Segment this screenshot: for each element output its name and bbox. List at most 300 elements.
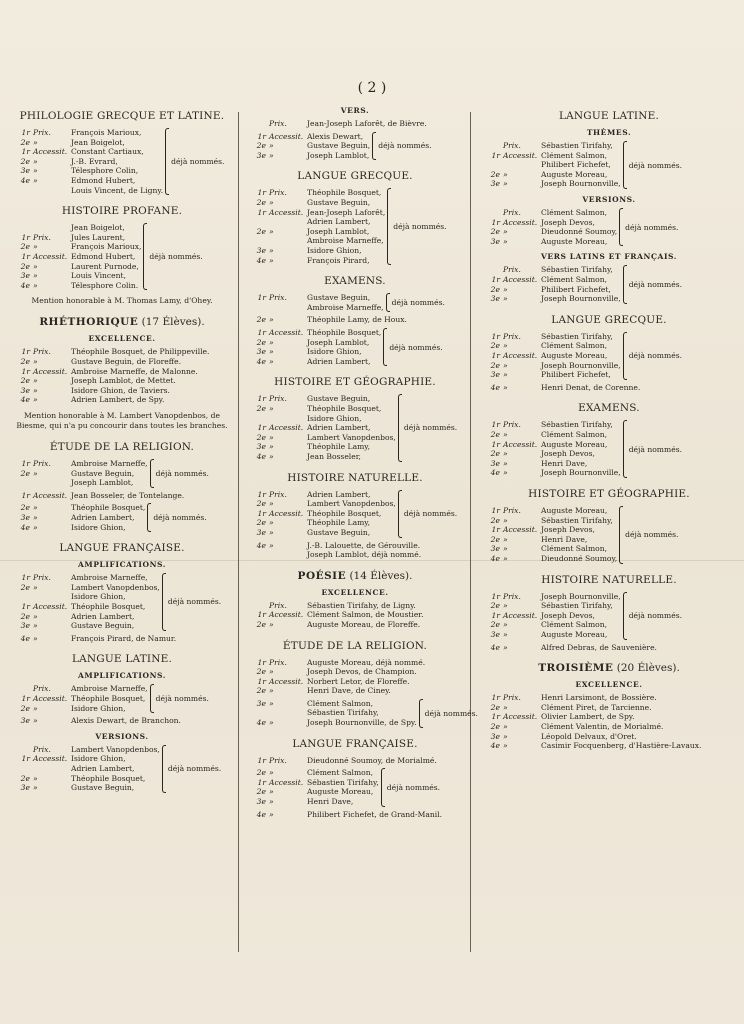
brace-note [150, 684, 209, 713]
student-name: Ambroise Marneffe, [307, 302, 384, 312]
award-rows [8, 128, 163, 195]
student-name: Henri Dave, de Ciney. [307, 686, 391, 696]
award-type: » [269, 150, 274, 160]
subsection-title: EXCELLENCE. [321, 587, 389, 597]
brace-mark [623, 265, 627, 303]
rank: 2e [20, 703, 30, 713]
student-name: Théophile Bosquet, [71, 693, 146, 703]
subsection-title: VERS. [340, 106, 370, 115]
award-row [478, 265, 621, 275]
award-type: » [269, 451, 274, 461]
student-name: Théophile Bosquet, de Philippeville. [71, 347, 210, 357]
rank: 1r [491, 217, 500, 227]
award-type: Accessit. [503, 274, 538, 284]
student-name: Norbert Letor, de Floreffe. [307, 676, 410, 686]
award-group [8, 684, 236, 713]
student-name: Sébastien Tirifahy, [541, 420, 613, 430]
already-named-label: déjà nommés. [628, 611, 683, 621]
award-row [244, 528, 396, 538]
award-row [244, 328, 381, 338]
rank: 1r [257, 676, 266, 686]
class-size: (17 Élèves). [141, 316, 205, 329]
award-row [244, 610, 424, 620]
rank: 4e [20, 633, 30, 643]
rank: 1r [21, 232, 30, 242]
honorable-mention: Mention honorable à M. Thomas Lamy, d'Ohey. [31, 296, 213, 306]
award-type: » [33, 261, 38, 271]
prize-section [478, 574, 740, 653]
award-row [244, 509, 396, 519]
brace-note [623, 420, 682, 478]
award-type: » [269, 356, 274, 366]
student-name: François Marioux, [71, 128, 142, 138]
award-type: » [33, 280, 38, 290]
rank: 1r [21, 490, 30, 500]
award-row [8, 138, 163, 148]
award-row [244, 198, 385, 208]
award-row [8, 376, 209, 386]
prize-section [478, 252, 740, 303]
award-rows [244, 119, 427, 129]
rank: 4e [256, 540, 266, 550]
already-named-label: déjà nommés. [378, 141, 432, 151]
award-type: » [269, 337, 274, 347]
rank: 1r [21, 601, 30, 611]
award-rows [244, 490, 396, 538]
award-type: » [269, 540, 274, 550]
award-row [244, 188, 385, 198]
student-name: Lambert Vanopdenbos, [71, 744, 160, 754]
rank: 2e [20, 156, 30, 166]
rank [8, 592, 33, 602]
award-row [244, 708, 417, 718]
award-type: Accessit. [503, 439, 538, 449]
award-rows [244, 328, 381, 366]
award-row [8, 716, 181, 726]
brace-note [383, 328, 442, 366]
student-name: Ambroise Marneffe, [307, 236, 384, 246]
award-type: » [33, 582, 38, 592]
award-type: » [503, 629, 508, 639]
student-name: Dieudonné Soumoy, [541, 227, 618, 237]
award-rows [8, 491, 184, 501]
award-type: » [503, 515, 508, 525]
rank: 4e [490, 741, 500, 751]
already-named-label: déjà nommés. [153, 513, 207, 523]
award-row [244, 236, 385, 246]
award-type: » [269, 787, 274, 797]
student-name: Joseph Devos, [541, 449, 595, 459]
student-name: Télesphore Colin, [71, 166, 139, 176]
award-row [244, 394, 396, 404]
award-row [8, 223, 141, 233]
award-group [244, 132, 466, 161]
award-row [478, 592, 621, 602]
rank: 3e [20, 385, 30, 395]
brace-mark [162, 573, 166, 631]
rank [244, 303, 269, 313]
already-named-label: déjà nommés. [403, 509, 458, 519]
award-type: Accessit. [269, 676, 304, 686]
award-row [8, 469, 148, 479]
brace-note [619, 208, 678, 246]
rank: 3e [20, 271, 30, 281]
prize-section [478, 488, 740, 564]
rank [244, 550, 269, 560]
award-row [478, 468, 621, 478]
rank: 1r [257, 188, 266, 198]
award-group [8, 223, 236, 290]
brace-mark [419, 699, 423, 728]
student-name: Théophile Bosquet, [71, 503, 146, 513]
award-group [8, 573, 236, 631]
student-name: Philibert Fichefet, de Grand-Manil. [307, 809, 443, 819]
student-name: Clément Salmon, [541, 429, 608, 439]
award-row [244, 141, 370, 151]
award-row [244, 423, 396, 433]
rank: 2e [20, 582, 30, 592]
student-name: Adrien Lambert, [307, 356, 371, 366]
rank: 1r [21, 147, 30, 157]
student-name: Jean Bosseler, de Tontelange. [71, 490, 185, 500]
award-group [244, 188, 466, 265]
rank: 2e [490, 449, 500, 459]
student-name: Louis Vincent, [71, 271, 127, 281]
brace-mark [623, 592, 627, 640]
student-name: Clément Salmon, [541, 620, 608, 630]
rank: 1r [491, 350, 500, 360]
rank: 1r [257, 394, 266, 404]
student-name: Gustave Beguin, de Floreffe. [71, 356, 182, 366]
award-type: Accessit. [503, 350, 538, 360]
rank: 1r [491, 274, 500, 284]
rank: 3e [256, 150, 266, 160]
rank: 2e [490, 360, 500, 370]
award-type: » [503, 553, 508, 563]
award-row [8, 634, 176, 644]
prize-section [8, 542, 236, 554]
student-name: Olivier Lambert, de Spy. [541, 712, 635, 722]
award-row [244, 658, 425, 668]
prize-section [8, 732, 236, 793]
award-row [478, 227, 617, 237]
award-type: Accessit. [503, 150, 538, 160]
rank: 3e [490, 179, 500, 189]
award-row [8, 764, 160, 774]
award-row [244, 452, 396, 462]
award-row [478, 383, 640, 393]
student-name: Clément Salmon, [541, 150, 608, 160]
award-type: » [503, 227, 508, 237]
award-row [478, 459, 621, 469]
rank: 2e [20, 611, 30, 621]
student-name: Isidore Ghion, [71, 703, 126, 713]
award-type: Accessit. [33, 693, 68, 703]
award-type: Accessit. [503, 610, 538, 620]
student-name: François Marioux, [71, 242, 142, 252]
award-row [8, 395, 209, 405]
student-name: Théophile Bosquet, [307, 403, 382, 413]
student-name: Gustave Beguin, [307, 141, 371, 151]
award-type: » [33, 611, 38, 621]
subsection-title: VERS LATINS ET FRANÇAIS. [540, 252, 678, 262]
award-row [8, 583, 160, 593]
already-named-label: déjà nommés. [628, 160, 683, 170]
award-type: Prix. [33, 573, 51, 583]
rank: 2e [256, 768, 266, 778]
rank: 3e [20, 512, 30, 522]
award-type: » [503, 236, 508, 246]
award-type [33, 223, 71, 233]
brace-note [150, 459, 209, 488]
award-type: » [33, 385, 38, 395]
student-name: Clément Salmon, [541, 274, 608, 284]
class-name: RHÉTHORIQUE [39, 316, 139, 329]
rank: 1r [21, 251, 30, 261]
award-row [478, 218, 617, 228]
class-size: (14 Élèves). [349, 569, 413, 582]
award-row [244, 810, 442, 820]
prize-section [478, 680, 740, 751]
award-type: Accessit. [269, 327, 304, 337]
award-type: » [33, 395, 38, 405]
award-row [8, 754, 160, 764]
award-type: » [503, 534, 508, 544]
award-type: » [269, 768, 274, 778]
rank: 4e [256, 451, 266, 461]
rank: 2e [256, 667, 266, 677]
award-type: » [503, 370, 508, 380]
student-name: Louis Vincent, de Ligny. [71, 185, 164, 195]
subsection-title: VERSIONS. [582, 195, 636, 204]
award-rows [8, 745, 160, 793]
award-row [478, 332, 621, 342]
award-type: » [503, 458, 508, 468]
student-name: Clément Salmon, [307, 698, 374, 708]
student-name: J.-B. Lalouette, de Gérouville. [307, 540, 421, 550]
section-title: LANGUE LATINE. [71, 653, 173, 666]
column-rule [470, 112, 471, 952]
award-row [478, 611, 621, 621]
rank: 1r [257, 657, 266, 667]
award-row [244, 768, 379, 778]
student-name: Isidore Ghion, [307, 347, 362, 357]
award-type: Prix. [503, 420, 521, 430]
award-row [478, 341, 621, 351]
award-rows [244, 394, 396, 461]
student-name: Auguste Moreau, [541, 236, 608, 246]
rank [244, 601, 269, 611]
award-row [8, 704, 148, 714]
rank [478, 208, 503, 218]
award-row [244, 303, 384, 313]
section-title: PHILOLOGIE GRECQUE ET LATINE. [19, 110, 225, 122]
award-rows [478, 420, 621, 478]
award-row [244, 787, 379, 797]
subsection-title: VERSIONS. [95, 731, 149, 741]
award-type: » [269, 245, 274, 255]
rank: 4e [490, 382, 500, 392]
rank: 2e [490, 721, 500, 731]
award-row [244, 667, 425, 677]
rank: 4e [20, 280, 30, 290]
award-row [244, 338, 381, 348]
brace-mark [383, 328, 387, 366]
rank: 1r [491, 693, 500, 703]
award-row [244, 347, 381, 357]
rank: 4e [490, 553, 500, 563]
rank: 2e [256, 198, 266, 207]
award-type: » [269, 518, 274, 528]
award-type: » [33, 621, 38, 631]
subsection-title: AMPLIFICATIONS. [78, 560, 166, 570]
student-name: Henri Larsimont, de Bossière. [541, 693, 657, 703]
rank: 1r [21, 458, 30, 468]
award-rows [8, 503, 145, 532]
award-row [8, 271, 141, 281]
student-name: Auguste Moreau, de Floreffe. [307, 619, 421, 629]
award-type: Accessit. [269, 610, 304, 620]
student-name: Ambroise Marneffe, [71, 684, 148, 694]
rank: 3e [256, 245, 266, 255]
award-row [8, 745, 160, 755]
already-named-label: déjà nommés. [149, 252, 203, 262]
award-row [478, 525, 617, 535]
student-name: Théophile Bosquet, [71, 773, 146, 783]
rank: 3e [490, 544, 500, 554]
student-name: Isidore Ghion, [71, 522, 126, 532]
rank: 1r [21, 693, 30, 703]
award-rows [244, 756, 437, 766]
award-type: » [33, 633, 38, 643]
rank: 1r [21, 573, 30, 583]
student-name: J.-B. Evrard, [71, 156, 118, 166]
already-named-label: déjà nommés. [403, 423, 458, 433]
brace-mark [165, 128, 169, 195]
class-size: (20 Élèves). [616, 662, 680, 675]
award-group [478, 265, 740, 303]
award-row [244, 620, 424, 630]
award-row [8, 459, 148, 469]
rank: 2e [256, 141, 266, 151]
brace-mark [162, 745, 166, 793]
award-type: Accessit. [33, 490, 68, 500]
class-heading [244, 570, 466, 582]
rank [8, 186, 33, 196]
rank [244, 217, 269, 227]
award-rows [478, 265, 621, 303]
rank: 3e [256, 698, 266, 708]
already-named-label: déjà nommés. [628, 280, 683, 290]
award-row [478, 630, 621, 640]
student-name: Henri Denat, de Corenne. [541, 382, 641, 392]
student-name: Joseph Bournonville, [541, 468, 621, 478]
award-row [8, 252, 141, 262]
award-type: » [269, 442, 274, 452]
page-number: ( 2 ) [357, 80, 387, 96]
prize-section [478, 662, 740, 674]
rank [8, 764, 33, 774]
brace-mark [619, 506, 623, 564]
brace-mark [398, 490, 402, 538]
column-1 [8, 100, 236, 796]
student-name: Jean-Joseph Laforêt, [307, 207, 386, 217]
award-group [8, 459, 236, 488]
student-name: Henri Dave, [307, 797, 354, 807]
rank: 4e [490, 642, 500, 652]
award-group [8, 347, 236, 405]
student-name: Théophile Bosquet, [307, 188, 382, 198]
student-name: Isidore Ghion, [71, 592, 126, 602]
award-row [8, 783, 160, 793]
student-name: Adrien Lambert, [307, 489, 371, 499]
subsection-title: EXCELLENCE. [88, 334, 156, 344]
award-type: » [269, 141, 274, 151]
award-row [244, 256, 385, 266]
award-rows [478, 592, 621, 640]
brace-mark [386, 293, 390, 312]
rank: 1r [491, 150, 500, 160]
award-type: Accessit. [269, 777, 304, 787]
student-name: Gustave Beguin, [307, 198, 371, 207]
student-name: Joseph Lamblot, [71, 478, 134, 488]
award-row [244, 601, 424, 611]
student-name: Léopold Delvaux, d'Oret. [541, 731, 637, 741]
award-group [244, 328, 466, 366]
student-name: Sébastien Tirifahy, de Ligny. [307, 600, 416, 610]
award-type: » [33, 703, 38, 713]
rank: 2e [256, 686, 266, 696]
award-row [478, 237, 617, 247]
student-name: Clément Salmon, [307, 768, 374, 778]
already-named-label: déjà nommés. [393, 222, 447, 232]
student-name: Théophile Lamy, de Houx. [307, 315, 407, 325]
already-named-label: déjà nommés. [628, 351, 683, 361]
already-named-label: déjà nommés. [424, 708, 478, 718]
award-type [33, 478, 71, 488]
award-type [33, 186, 71, 196]
award-rows [244, 601, 424, 630]
student-name: Edmond Hubert, [71, 175, 136, 185]
rank: 2e [20, 503, 30, 513]
prize-section [8, 653, 236, 665]
prize-section [244, 472, 466, 560]
class-heading [8, 316, 236, 328]
award-row [8, 621, 160, 631]
rank: 1r [21, 754, 30, 764]
award-group [244, 119, 466, 129]
award-type: » [503, 169, 508, 179]
award-type: » [269, 797, 274, 807]
rank: 1r [21, 366, 30, 376]
already-named-label: déjà nommés. [171, 157, 225, 167]
rank: 1r [257, 755, 266, 765]
award-type: » [269, 499, 274, 509]
brace-mark [623, 420, 627, 478]
already-named-label: déjà nommés. [625, 222, 679, 232]
award-row [8, 128, 163, 138]
prize-section [8, 560, 236, 643]
student-name: Alexis Dewart, de Branchon. [71, 716, 181, 726]
award-rows [244, 810, 442, 820]
rank: 1r [257, 777, 266, 787]
award-type: Prix. [503, 331, 521, 341]
award-type [269, 236, 307, 246]
award-row [478, 420, 621, 430]
award-rows [478, 693, 701, 751]
column-rule [238, 112, 239, 952]
award-rows [8, 684, 148, 713]
